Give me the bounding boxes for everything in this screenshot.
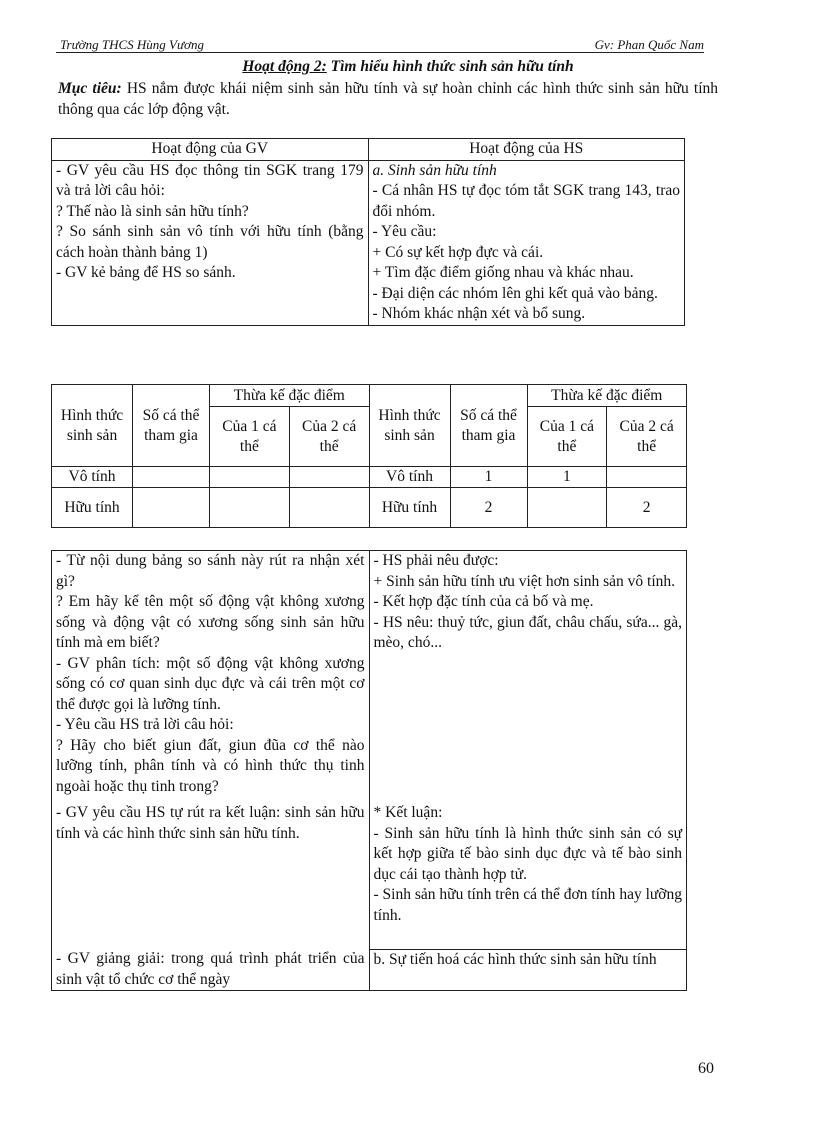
table-row xyxy=(52,467,687,488)
gv-line: - Yêu cầu HS trả lời câu hỏi: xyxy=(56,716,234,733)
row-two xyxy=(289,467,369,488)
hs-line: + Có sự kết hợp đực và cái. xyxy=(372,243,544,261)
table-row xyxy=(52,488,687,528)
row-form: Vô tính xyxy=(369,467,450,488)
activity-table-1 xyxy=(51,138,685,326)
gv-line: - GV yêu cầu HS đọc thông tin SGK trang 179 và trả lời câu hỏi: xyxy=(56,161,364,199)
row-count: 2 xyxy=(450,488,527,528)
hs-line: - Nhóm khác nhận xét và bổ sung. xyxy=(372,305,586,322)
hs-line: - HS phải nêu được: xyxy=(373,552,499,569)
gv-line: - GV phân tích: một số động vật không xương sống có cơ quan sinh dục đực và cái trên một cơ thể được gọi là lưỡng tính. xyxy=(56,654,365,713)
activity-table-2 xyxy=(51,550,687,991)
col-count: Số cá thể tham gia xyxy=(450,385,527,467)
hs-cell xyxy=(369,803,687,949)
gv-cell xyxy=(52,160,369,325)
hs-line: - Yêu cầu: xyxy=(372,223,437,240)
hs-line: - Kết hợp đặc tính của cả bố và mẹ. xyxy=(373,593,594,610)
hs-line: - Đại diện các nhóm lên ghi kết quả vào bảng. xyxy=(372,284,658,302)
row-count xyxy=(133,467,210,488)
col-one: Của 1 cá thể xyxy=(210,407,290,467)
hs-cell xyxy=(369,949,687,991)
teacher-name: Gv: Phan Quốc Nam xyxy=(594,37,704,52)
hs-line: - HS nêu: thuỷ tức, giun đất, châu chấu, sứa... gà, mèo, chó... xyxy=(373,613,682,651)
gv-line: - GV giảng giải: trong quá trình phát triển của sinh vật tổ chức cơ thể ngày xyxy=(56,950,365,988)
col-two: Của 2 cá thể xyxy=(289,407,369,467)
gv-line: ? Hãy cho biết giun đất, giun đũa cơ thể nào lưỡng tính, phân tính và có hình thức thụ tinh ngoài hoặc thụ tinh trong? xyxy=(56,736,365,795)
row-form: Hữu tính xyxy=(369,488,450,528)
objective-text: HS nắm được khái niệm sinh sản hữu tính và sự hoàn chỉnh các hình thức sinh sản hữu tính thông qua các lớp động vật. xyxy=(58,80,719,118)
gv-line: - Từ nội dung bảng so sánh này rút ra nhận xét gì? xyxy=(56,552,365,590)
row-two xyxy=(289,488,369,528)
page-header xyxy=(56,36,704,53)
gv-cell xyxy=(52,551,370,804)
row-two xyxy=(607,467,687,488)
row-form: Vô tính xyxy=(52,467,133,488)
hs-subheading: a. Sinh sản hữu tính xyxy=(372,161,497,179)
section-label: Hoạt động 2: xyxy=(242,58,327,75)
row-two: 2 xyxy=(607,488,687,528)
page-number: 60 xyxy=(698,1060,714,1077)
hs-cell xyxy=(368,160,685,325)
col-one: Của 1 cá thể xyxy=(527,407,607,467)
row-form: Hữu tính xyxy=(52,488,133,528)
row-one xyxy=(527,488,607,528)
gv-line: - GV yêu cầu HS tự rút ra kết luận: sinh sản hữu tính và các hình thức sinh sản hữu tính. xyxy=(56,804,365,842)
hs-line: b. Sự tiến hoá các hình thức sinh sản hữu tính xyxy=(373,950,657,968)
row-one: 1 xyxy=(527,467,607,488)
header-hs: Hoạt động của HS xyxy=(368,139,685,161)
hs-line: + Sinh sản hữu tính ưu việt hơn sinh sản vô tính. xyxy=(373,572,676,590)
objective-label: Mục tiêu: xyxy=(58,80,122,97)
gv-line: ? Em hãy kể tên một số động vật không xương sống và động vật có xương sống sinh sản hữu tính mà em biết? xyxy=(56,593,365,651)
gv-line: ? Thế nào là sinh sản hữu tính? xyxy=(56,202,249,220)
col-form: Hình thức sinh sản xyxy=(369,385,450,467)
section-title xyxy=(0,58,816,76)
hs-line: - Sinh sản hữu tính là hình thức sinh sản có sự kết hợp giữa tế bào sinh dục đực và tế bào sinh dục cái tạo thành hợp tử. xyxy=(373,824,682,883)
row-count: 1 xyxy=(450,467,527,488)
col-inherit: Thừa kế đặc điểm xyxy=(210,385,370,407)
gv-cell xyxy=(52,949,370,991)
row-count xyxy=(133,488,210,528)
school-name: Trường THCS Hùng Vương xyxy=(60,37,204,52)
col-count: Số cá thể tham gia xyxy=(133,385,210,467)
col-two: Của 2 cá thể xyxy=(607,407,687,467)
hs-line: - Sinh sản hữu tính trên cá thể đơn tính hay lưỡng tính. xyxy=(373,886,682,924)
hs-line: - Cá nhân HS tự đọc tóm tắt SGK trang 143, trao đổi nhóm. xyxy=(372,182,680,220)
comparison-table xyxy=(51,384,687,528)
hs-line: + Tìm đặc điểm giống nhau và khác nhau. xyxy=(372,264,634,281)
header-gv: Hoạt động của GV xyxy=(52,139,369,161)
gv-line: ? So sánh sinh sản vô tính với hữu tính (bằng cách hoàn thành bảng 1) xyxy=(56,223,364,261)
hs-line: * Kết luận: xyxy=(373,804,443,821)
gv-line: - GV kẻ bảng để HS so sánh. xyxy=(56,264,236,281)
row-one xyxy=(210,467,290,488)
objective xyxy=(58,78,718,120)
col-inherit: Thừa kế đặc điểm xyxy=(527,385,687,407)
col-form: Hình thức sinh sản xyxy=(52,385,133,467)
row-one xyxy=(210,488,290,528)
section-title-text: Tìm hiểu hình thức sinh sản hữu tính xyxy=(326,58,574,75)
gv-cell xyxy=(52,803,370,949)
hs-cell xyxy=(369,551,687,804)
